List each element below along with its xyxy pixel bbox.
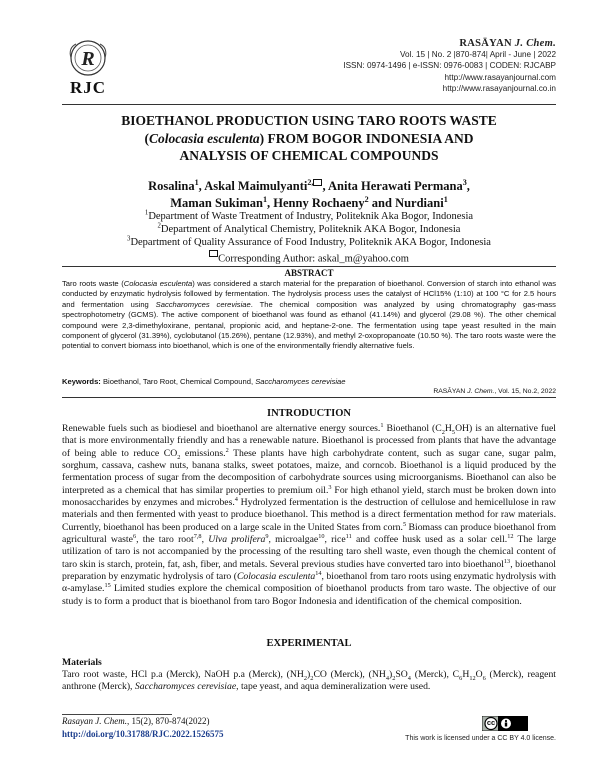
citation-ref[interactable]: 7,8	[193, 532, 202, 540]
author-and: and	[368, 196, 396, 210]
citation-ref[interactable]: 9	[265, 532, 269, 540]
formula-sub: 6	[459, 674, 463, 682]
citation-ref[interactable]: 6	[132, 532, 137, 540]
intro-text: For high ethanol yield, starch must be broken down into monosaccharides by enzymes and microbes.	[62, 484, 556, 509]
formula-sub: 2	[392, 674, 396, 682]
intro-text: , bioethanol from taro roots using enzymatic hydrolysis with α-amylase.	[62, 571, 556, 595]
materials-species: Saccharomyces cerevisiae	[134, 681, 237, 693]
intro-text: emissions.	[180, 447, 226, 459]
author-sup-text: 2,	[307, 177, 314, 187]
footer-citation	[62, 716, 210, 726]
header-divider	[62, 104, 556, 105]
title-line-2-rest: ) FROM BOGOR INDONESIA AND	[259, 130, 474, 146]
journal-url-2[interactable]: http://www.rasayanjournal.co.in	[442, 83, 556, 93]
abstract-part: . The chemical composition was analyzed by using chromatography gas-mass spectrophotometry (GCMS). The active component of bioethanol was found as ethanol (41.14%) and glycerol (29.08 %). The other chemical compound were 2,3-dimethyloxirane, pentanal, propionic acid, and heptane-2-one. The fermentation using tape yeast resulted in the main component of glycerol (31.39%), cyclobutanol (15.26%), pentane (12.93%), and methyl 2-oxopropanoate (10.50 %). The taro roots waste were the potential to convert biomass into bioethanol, which is one of the environmentally friendly alternative fuels.	[62, 299, 556, 351]
author-list	[60, 178, 558, 212]
cite-journal: J. Chem.	[467, 388, 495, 395]
materials-text: SO	[395, 669, 408, 680]
affil-text: Department of Analytical Chemistry, Politeknik AKA Bogor, Indonesia	[160, 224, 461, 236]
author-maman: Maman Sukiman	[170, 196, 263, 210]
formula-sub: 2	[310, 674, 314, 682]
affiliation-3	[60, 236, 558, 249]
citation-ref[interactable]: 14	[315, 569, 322, 577]
journal-name	[343, 38, 556, 49]
citation-short	[433, 388, 556, 395]
author-anita: Anita Herawati Permana	[328, 179, 463, 193]
intro-text: H	[444, 423, 452, 434]
experimental-heading: EXPERIMENTAL	[266, 638, 352, 649]
footer-journal: Rasayan J. Chem.	[62, 716, 127, 726]
license-text: This work is licensed under a CC BY 4.0 license.	[405, 735, 556, 742]
abstract-heading: ABSTRACT	[284, 268, 334, 278]
keywords	[62, 377, 556, 387]
author-henny: Henny Rochaeny	[273, 196, 365, 210]
affil-sup: 3	[127, 235, 131, 243]
envelope-icon	[313, 179, 322, 186]
author-nurdiani: Nurdiani	[395, 196, 444, 210]
keywords-label: Keywords:	[62, 377, 103, 386]
affil-sup: 1	[144, 209, 149, 217]
abstract-divider-top	[62, 266, 556, 267]
author-line-1: Rosalina$^1$, Askal Maimulyanti$^{2,}$ , Anita Herawati Permana$^3$,	[148, 177, 470, 193]
materials-text: H	[462, 669, 470, 680]
abstract-part: ) was considered a starch material for the preparation of bioethanol. Conversion of starch into ethanol was conducted by enzymatic hydrolysis followed by fermentation. The hydrolysis process uses the catalyst of HCl15% (1:10) at 100 °C for 2.5 hours and fermentation using	[62, 279, 556, 309]
affiliation-1	[60, 210, 558, 223]
affil-sup: 2	[157, 222, 161, 230]
citation-ref[interactable]: 3	[328, 483, 332, 491]
footer-divider	[62, 714, 172, 715]
formula-sub: 2	[303, 674, 308, 682]
citation-ref[interactable]: 1	[380, 421, 384, 429]
abstract-part: Taro roots waste (	[62, 279, 124, 288]
introduction-heading: INTRODUCTION	[266, 408, 351, 419]
author-sup: 1	[194, 177, 199, 187]
intro-text: Bioethanol (C	[383, 423, 442, 434]
author-sup: 1	[443, 194, 448, 204]
affiliations	[60, 210, 558, 265]
intro-text: The large utilization of taro is not accompanied by the processing of the resulting taro shell waste, even though the chemical content of taro skin is starch, protein, fat, ash, fiber, and metals. Several previous studies have converted taro into bioethanol	[62, 534, 557, 570]
citation-ref[interactable]: 5	[402, 520, 407, 528]
author-sup	[307, 178, 322, 187]
abstract-species: Colocasia esculenta	[123, 279, 193, 288]
envelope-icon	[209, 252, 218, 259]
intro-text: , bioethanol preparation by enzymatic hydrolysis of taro (	[62, 558, 556, 583]
intro-text: , microalgae	[268, 534, 319, 546]
corresponding-author	[60, 250, 558, 266]
intro-text: ,	[201, 534, 209, 546]
footer-doi-link[interactable]: http://doi.org/10.31788/RJC.2022.1526575	[62, 729, 224, 739]
intro-text: Biomass can produce bioethanol from agricultural waste	[62, 521, 556, 546]
formula-sub: 4	[385, 674, 390, 682]
affil-text: Department of Quality Assurance of Food Industry, Politeknik AKA Bogor, Indonesia	[130, 237, 491, 249]
author-rosalina: Rosalina	[148, 179, 195, 193]
paper-title	[60, 112, 558, 165]
title-line-3: ANALYSIS OF CHEMICAL COMPOUNDS	[179, 148, 439, 163]
cc-label: cc	[486, 717, 496, 727]
author-sup: 3	[462, 177, 467, 187]
citation-ref[interactable]: 4	[234, 495, 238, 503]
title-line-2	[60, 130, 558, 148]
author-line-2: Maman Sukiman$^1$, Henny Rochaeny$^2$ and Nurdiani$^1$	[170, 194, 448, 210]
affiliation-2	[60, 223, 558, 236]
intro-species: Ulva prolifera	[208, 534, 266, 546]
title-line-1: BIOETHANOL PRODUCTION USING TARO ROOTS WASTE	[121, 113, 497, 128]
cc-license-badge[interactable]	[482, 716, 528, 731]
intro-species: Colocasia esculenta	[236, 571, 316, 583]
author-sup: 1	[262, 194, 268, 204]
title-species: Colocasia esculenta	[149, 130, 260, 146]
citation-ref[interactable]: 11	[345, 532, 352, 540]
svg-text:R: R	[81, 48, 95, 70]
journal-info	[343, 38, 556, 94]
volume-line: Vol. 15 | No. 2 |870-874| April - June | 2022	[400, 50, 556, 60]
formula-sub: 5	[451, 428, 456, 436]
abstract-species: Saccharomyces cerevisiae	[155, 299, 251, 309]
materials-body	[62, 669, 556, 694]
intro-text: , rice	[324, 534, 346, 546]
formula-sub: 6	[482, 674, 486, 682]
intro-text: , the taro root	[136, 534, 194, 546]
intro-text: and coffee husk used as a solar cell.	[351, 534, 508, 546]
intro-text: Hydrolyzed fermentation is the destruction of cellulose and hemicellulose in raw materials and then fermented with yeast to produce bioethanol. This method is a direct fermentation method for raw materials. Currently, bioethanol has been produced on a large scale in the United States from corn.	[62, 497, 556, 533]
keywords-species: Saccharomyces cerevisiae	[255, 377, 346, 386]
formula-sub: 2	[177, 453, 181, 461]
formula-sub: 12	[469, 674, 476, 682]
title-paren: (	[144, 130, 150, 146]
formula-sub: 4	[407, 674, 411, 682]
citation-ref[interactable]: 2	[225, 446, 229, 454]
citation-ref[interactable]: 12	[507, 532, 514, 540]
abstract-body	[62, 279, 556, 352]
author-sup: 2	[364, 194, 369, 204]
intro-text: Renewable fuels such as biodiesel and bioethanol are alternative energy sources.	[62, 423, 381, 434]
citation-ref[interactable]: 13	[503, 557, 511, 565]
cite-suffix: , Vol. 15, No.2, 2022	[494, 388, 556, 395]
journal-name-main: RASĀYAN	[459, 38, 512, 49]
introduction-body	[62, 423, 556, 608]
author-askal: Askal Maimulyanti	[204, 179, 308, 193]
materials-text: , tape yeast, and aqua demineralization were used.	[236, 681, 431, 693]
citation-ref[interactable]: 10	[318, 532, 325, 540]
materials-text: CO (Merck), (NH	[313, 669, 386, 680]
materials-text: )	[389, 669, 393, 680]
journal-logo	[62, 38, 114, 102]
logo-text: RJC	[69, 78, 107, 97]
materials-text: Taro root waste, HCl p.a (Merck), NaOH p.a (Merck), (NH	[62, 669, 304, 680]
affil-text: Department of Waste Treatment of Industry, Politeknik Aka Bogor, Indonesia	[148, 211, 474, 222]
materials-text: O	[475, 669, 483, 680]
intro-text: These plants have high carbohydrate content, such as sugar cane, sugar palm, sorghum, cassava, cashew nuts, banana stalks, sweet potatoes, maize, and corncob. Bioethanol is a liquid produced by the fermentation process of sugar from the decomposition of carbohydrate sources using microorganisms. Bioethanol can also be interpreted as a chemical that has similar properties to premium oil.	[62, 447, 556, 496]
intro-text: Limited studies explore the chemical composition of bioethanol products from taro waste. The objective of our study is to form a product that is bioethanol from taro Bogor Indonesia and identification of the chemical composition.	[62, 583, 556, 607]
journal-url-1[interactable]: http://www.rasayanjournal.com	[444, 72, 556, 82]
keywords-list: Bioethanol, Taro Root, Chemical Compound,	[102, 377, 256, 386]
citation-ref[interactable]: 15	[104, 582, 111, 590]
materials-text: (Merck), reagent anthrone (Merck),	[62, 669, 557, 693]
corresponding-text[interactable]: Corresponding Author: askal_m@yahoo.com	[218, 253, 409, 265]
journal-name-suffix: J. Chem.	[514, 38, 556, 49]
materials-text: (Merck), C	[410, 669, 460, 680]
materials-heading: Materials	[62, 657, 102, 668]
formula-sub: 2	[441, 428, 445, 436]
footer-details: , 15(2), 870-874(2022)	[127, 716, 210, 726]
cite-prefix: RASĀYAN	[433, 388, 468, 395]
materials-text: )	[307, 669, 311, 680]
abstract-divider-bottom	[62, 397, 556, 398]
issn-line: ISSN: 0974-1496 | e-ISSN: 0976-0083 | CODEN: RJCABP	[343, 61, 556, 71]
intro-text: OH) is an alternative fuel that is more environmentally friendly and has a renewable nature. Bioethanol is processed from plants that have the advantage of being able to reduce CO	[62, 423, 556, 459]
